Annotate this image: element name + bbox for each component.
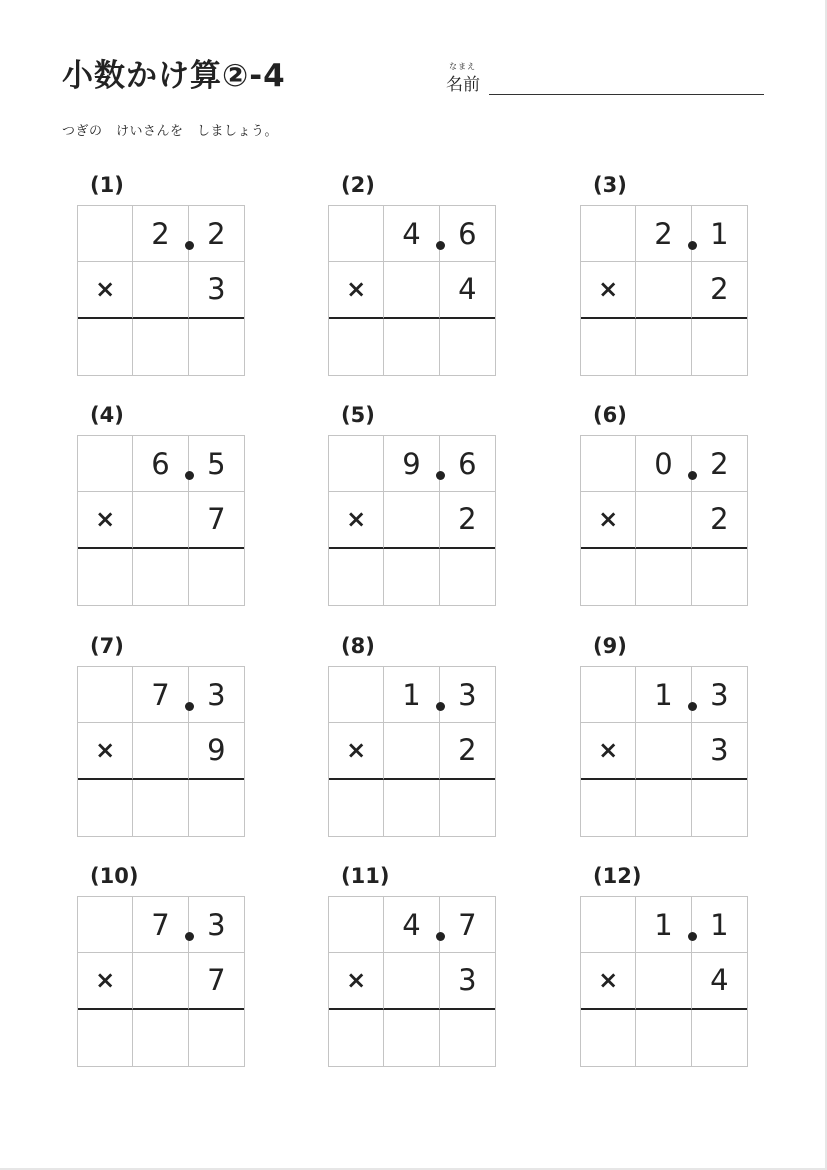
answer-cell[interactable] [636,780,691,836]
answer-cell[interactable] [636,1010,691,1066]
empty-cell [78,206,133,262]
multiply-sign: × [581,492,636,548]
name-write-line[interactable] [489,94,764,95]
empty-cell [133,262,188,318]
multiply-sign: × [78,953,133,1009]
answer-cell[interactable] [78,549,133,605]
answer-cell[interactable] [78,1010,133,1066]
multiplicand-digit: 3 [189,667,244,723]
multiply-sign: × [329,492,384,548]
multiplicand-digit: 1 [384,667,439,723]
decimal-point [436,702,445,711]
calculation-grid [580,666,748,837]
empty-cell [78,436,133,492]
empty-cell [581,897,636,953]
calculation-grid [580,896,748,1067]
answer-cell[interactable] [329,549,384,605]
multiplicand-digit: 6 [133,436,188,492]
answer-cell[interactable] [133,549,188,605]
decimal-point [688,932,697,941]
answer-cell[interactable] [133,1010,188,1066]
multiplicand-digit: 7 [440,897,495,953]
multiplicand-digit: 3 [692,667,747,723]
empty-cell [329,436,384,492]
multiply-sign: × [581,723,636,779]
answer-cell[interactable] [329,319,384,375]
multiplicand-digit: 9 [384,436,439,492]
empty-cell [581,667,636,723]
multiplicand-digit: 3 [189,897,244,953]
multiplier-digit: 3 [189,262,244,318]
empty-cell [78,667,133,723]
decimal-point [688,702,697,711]
answer-cell[interactable] [581,1010,636,1066]
decimal-point [436,471,445,480]
multiplicand-digit: 1 [692,206,747,262]
empty-cell [133,492,188,548]
multiplicand-digit: 6 [440,206,495,262]
answer-cell[interactable] [78,319,133,375]
answer-cell[interactable] [581,549,636,605]
multiplicand-digit: 2 [133,206,188,262]
multiplier-digit: 2 [692,492,747,548]
calculation-grid [328,205,496,376]
multiplier-digit: 7 [189,953,244,1009]
calculation-grid [580,205,748,376]
problem-label: (8) [341,634,375,658]
problem-label: (1) [90,173,124,197]
answer-cell[interactable] [636,549,691,605]
multiplier-digit: 4 [692,953,747,1009]
name-label: 名前 [446,75,480,95]
multiply-sign: × [78,262,133,318]
multiplicand-digit: 5 [189,436,244,492]
answer-cell[interactable] [384,780,439,836]
multiplicand-digit: 6 [440,436,495,492]
answer-cell[interactable] [692,780,747,836]
problem-label: (2) [341,173,375,197]
multiplier-digit: 3 [692,723,747,779]
decimal-point [688,471,697,480]
calculation-grid [77,205,245,376]
multiply-sign: × [329,262,384,318]
answer-cell[interactable] [440,549,495,605]
worksheet-title: 小数かけ算②-4 [62,58,286,94]
answer-cell[interactable] [189,549,244,605]
answer-cell[interactable] [189,319,244,375]
empty-cell [384,492,439,548]
answer-cell[interactable] [581,319,636,375]
multiplier-digit: 9 [189,723,244,779]
answer-cell[interactable] [329,1010,384,1066]
empty-cell [384,262,439,318]
multiplier-digit: 2 [692,262,747,318]
problem-label: (7) [90,634,124,658]
multiplier-digit: 3 [440,953,495,1009]
decimal-point [436,932,445,941]
empty-cell [133,953,188,1009]
empty-cell [133,723,188,779]
decimal-point [185,471,194,480]
answer-cell[interactable] [692,549,747,605]
answer-cell[interactable] [384,549,439,605]
multiply-sign: × [78,492,133,548]
problem-label: (10) [90,864,139,888]
multiplicand-digit: 2 [636,206,691,262]
instruction-text: つぎの けいさんを しましょう。 [62,124,279,139]
answer-cell[interactable] [78,780,133,836]
answer-cell[interactable] [692,319,747,375]
answer-cell[interactable] [581,780,636,836]
multiplicand-digit: 4 [384,897,439,953]
multiply-sign: × [581,953,636,1009]
answer-cell[interactable] [384,319,439,375]
multiplier-digit: 2 [440,723,495,779]
calculation-grid [77,896,245,1067]
multiplicand-digit: 2 [692,436,747,492]
multiplicand-digit: 0 [636,436,691,492]
answer-cell[interactable] [189,780,244,836]
problem-label: (3) [593,173,627,197]
multiplicand-digit: 1 [692,897,747,953]
calculation-grid [328,896,496,1067]
problem-label: (4) [90,403,124,427]
answer-cell[interactable] [384,1010,439,1066]
answer-cell[interactable] [636,319,691,375]
multiply-sign: × [329,723,384,779]
empty-cell [581,206,636,262]
decimal-point [185,241,194,250]
empty-cell [636,723,691,779]
answer-cell[interactable] [329,780,384,836]
multiply-sign: × [581,262,636,318]
answer-cell[interactable] [440,319,495,375]
empty-cell [581,436,636,492]
empty-cell [78,897,133,953]
answer-cell[interactable] [133,319,188,375]
problem-label: (5) [341,403,375,427]
calculation-grid [580,435,748,606]
multiplicand-digit: 2 [189,206,244,262]
answer-cell[interactable] [440,780,495,836]
answer-cell[interactable] [692,1010,747,1066]
calculation-grid [77,666,245,837]
multiplicand-digit: 1 [636,667,691,723]
problem-label: (6) [593,403,627,427]
empty-cell [636,953,691,1009]
multiplicand-digit: 7 [133,667,188,723]
decimal-point [185,932,194,941]
name-ruby: なまえ [449,62,476,71]
problem-label: (11) [341,864,390,888]
answer-cell[interactable] [440,1010,495,1066]
empty-cell [636,492,691,548]
multiplicand-digit: 3 [440,667,495,723]
decimal-point [688,241,697,250]
calculation-grid [328,666,496,837]
multiplicand-digit: 7 [133,897,188,953]
answer-cell[interactable] [133,780,188,836]
multiplier-digit: 4 [440,262,495,318]
calculation-grid [77,435,245,606]
empty-cell [384,723,439,779]
multiplicand-digit: 4 [384,206,439,262]
problem-label: (12) [593,864,642,888]
empty-cell [329,897,384,953]
multiply-sign: × [78,723,133,779]
problem-label: (9) [593,634,627,658]
multiplier-digit: 2 [440,492,495,548]
multiplicand-digit: 1 [636,897,691,953]
calculation-grid [328,435,496,606]
multiplier-digit: 7 [189,492,244,548]
empty-cell [329,206,384,262]
empty-cell [636,262,691,318]
multiply-sign: × [329,953,384,1009]
decimal-point [436,241,445,250]
empty-cell [384,953,439,1009]
decimal-point [185,702,194,711]
empty-cell [329,667,384,723]
answer-cell[interactable] [189,1010,244,1066]
